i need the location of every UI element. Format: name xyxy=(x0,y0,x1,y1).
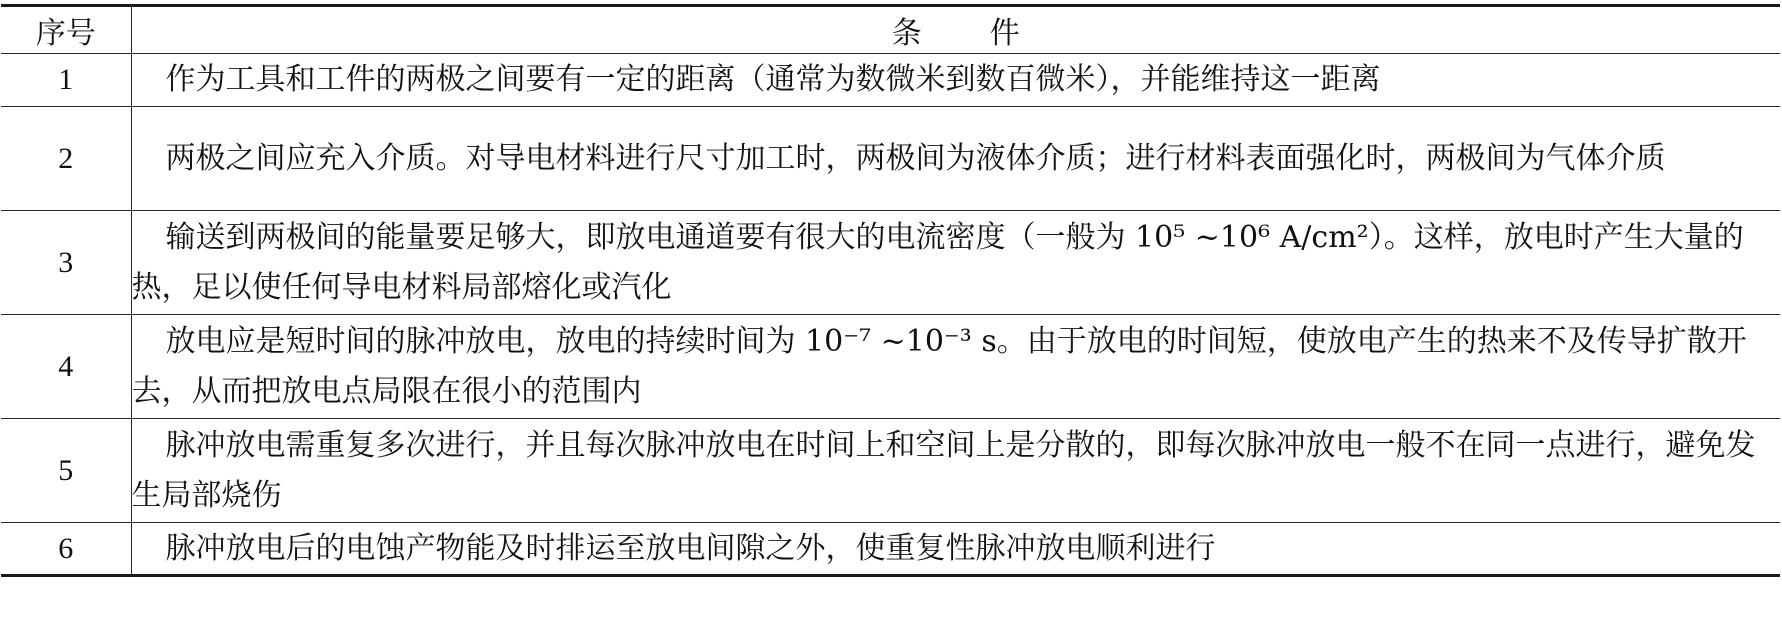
table-row xyxy=(1,54,1780,107)
header-condition: 条件 xyxy=(131,6,1780,54)
row-number: 2 xyxy=(1,107,131,211)
row-number: 6 xyxy=(1,523,131,576)
table-row xyxy=(1,419,1780,523)
table-row xyxy=(1,211,1780,315)
header-number: 序号 xyxy=(1,6,131,54)
row-number: 3 xyxy=(1,211,131,315)
header-row xyxy=(1,6,1780,54)
row-number: 1 xyxy=(1,54,131,107)
row-condition: 脉冲放电后的电蚀产物能及时排运至放电间隙之外，使重复性脉冲放电顺利进行 xyxy=(131,523,1780,576)
row-condition: 两极之间应充入介质。对导电材料进行尺寸加工时，两极间为液体介质；进行材料表面强化时，两极间为气体介质 xyxy=(131,107,1780,211)
row-condition: 脉冲放电需重复多次进行，并且每次脉冲放电在时间上和空间上是分散的，即每次脉冲放电一般不在同一点进行，避免发生局部烧伤 xyxy=(131,419,1780,523)
row-condition: 输送到两极间的能量要足够大，即放电通道要有很大的电流密度（一般为 10⁵ ~10⁶ A/cm²）。这样，放电时产生大量的热，足以使任何导电材料局部熔化或汽化 xyxy=(131,211,1780,315)
table-row xyxy=(1,523,1780,576)
table-row xyxy=(1,107,1780,211)
row-number: 5 xyxy=(1,419,131,523)
conditions-table xyxy=(1,4,1780,577)
row-condition: 放电应是短时间的脉冲放电，放电的持续时间为 10⁻⁷ ~10⁻³ s。由于放电的时间短，使放电产生的热来不及传导扩散开去，从而把放电点局限在很小的范围内 xyxy=(131,315,1780,419)
row-number: 4 xyxy=(1,315,131,419)
table-row xyxy=(1,315,1780,419)
row-condition: 作为工具和工件的两极之间要有一定的距离（通常为数微米到数百微米），并能维持这一距离 xyxy=(131,54,1780,107)
